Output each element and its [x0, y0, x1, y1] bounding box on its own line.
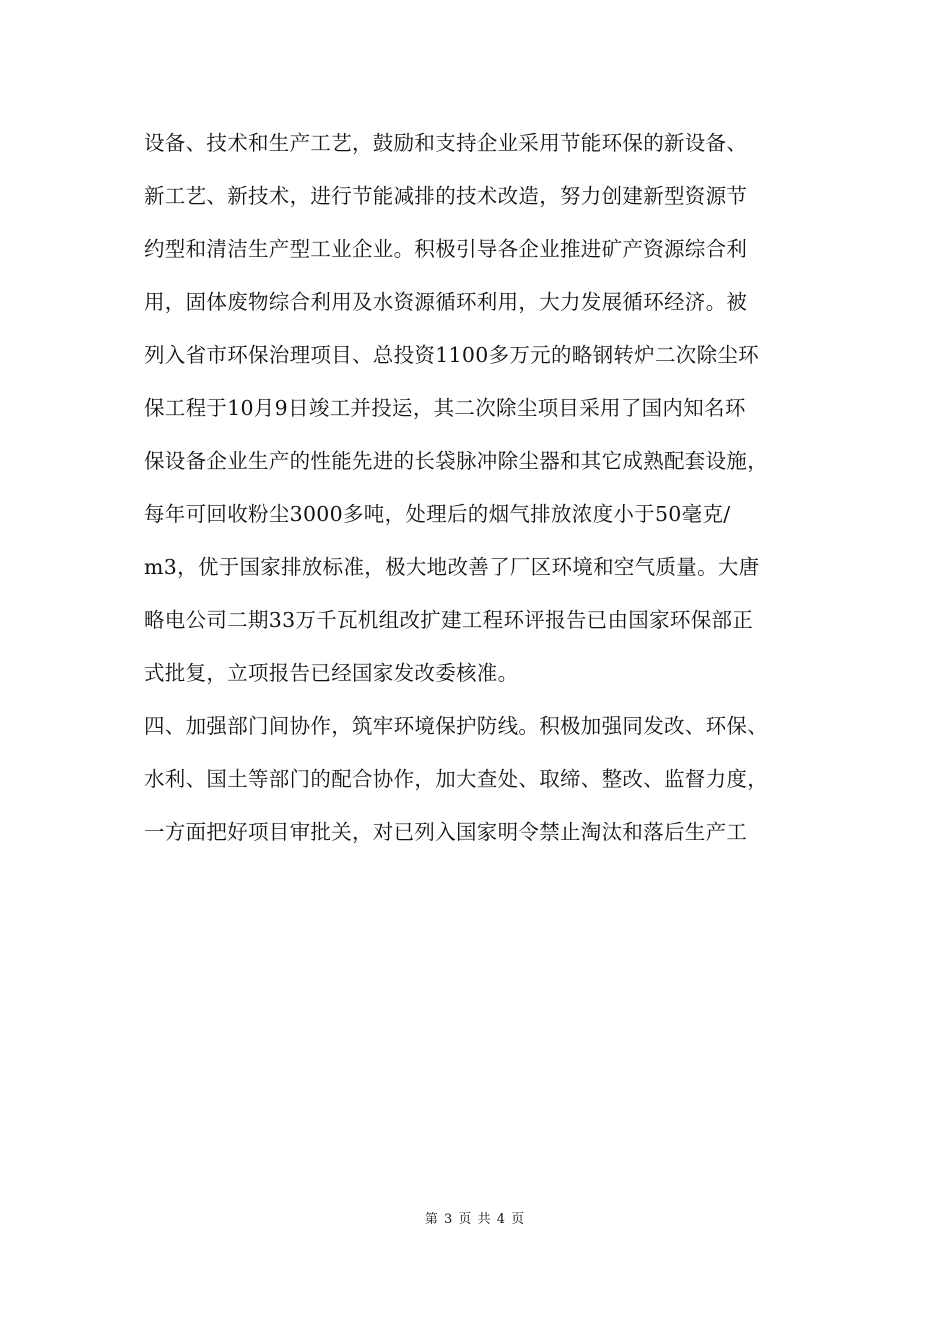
- text-line: 设备、技术和生产工艺，鼓励和支持企业采用节能环保的新设备、: [144, 131, 748, 155]
- text-line: 四、加强部门间协作，筑牢环境保护防线。积极加强同发改、环保、: [144, 714, 768, 738]
- text-line: 约型和清洁生产型工业企业。积极引导各企业推进矿产资源综合利: [144, 237, 748, 261]
- text-line: 用，固体废物综合利用及水资源循环利用，大力发展循环经济。被: [144, 290, 748, 314]
- text-line: 一方面把好项目审批关，对已列入国家明令禁止淘汰和落后生产工: [144, 820, 748, 844]
- text-line: 式批复，立项报告已经国家发改委核准。: [144, 661, 519, 685]
- text-line: 每年可回收粉尘3000多吨，处理后的烟气排放浓度小于50毫克/: [144, 502, 731, 526]
- text-line: m3，优于国家排放标准，极大地改善了厂区环境和空气质量。大唐: [144, 555, 760, 579]
- text-line: 保工程于10月9日竣工并投运，其二次除尘项目采用了国内知名环: [144, 396, 746, 420]
- text-line: 略电公司二期33万千瓦机组改扩建工程环评报告已由国家环保部正: [144, 608, 754, 632]
- text-line: 保设备企业生产的性能先进的长袋脉冲除尘器和其它成熟配套设施，: [144, 449, 768, 473]
- text-line: 列入省市环保治理项目、总投资1100多万元的略钢转炉二次除尘环: [144, 343, 759, 367]
- text-line: 新工艺、新技术，进行节能减排的技术改造，努力创建新型资源节: [144, 184, 748, 208]
- text-line: 水利、国土等部门的配合协作，加大查处、取缔、整改、监督力度，: [144, 767, 768, 791]
- page-number-footer: 第 3 页 共 4 页: [424, 1212, 526, 1227]
- body-text: [144, 130, 834, 872]
